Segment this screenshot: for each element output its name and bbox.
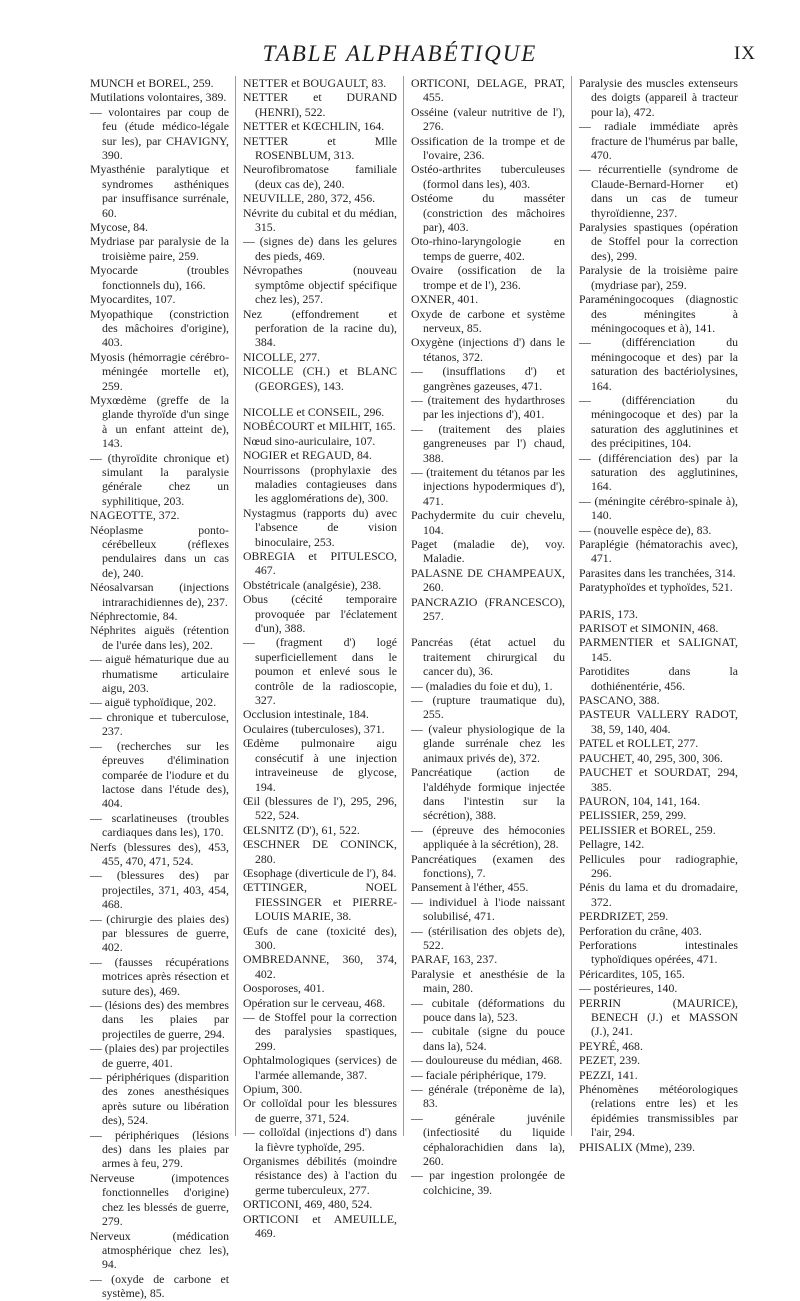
index-entry: PARAF, 163, 237. xyxy=(411,952,498,967)
index-entry: Œufs de cane (toxicité des), 300. xyxy=(243,923,397,952)
index-entry: NEUVILLE, 280, 372, 456. xyxy=(243,191,376,206)
index-entry: — (nouvelle espèce de), 83. xyxy=(579,522,712,537)
index-entry: ŒTTINGER, NOEL FIESSINGER et PIERRE-LOUIS MARIE, 38. xyxy=(243,880,397,924)
index-entry: — de Stoffel pour la correction des paralysies spastiques, 299. xyxy=(243,1010,397,1053)
index-entry: — douloureuse du médian, 468. xyxy=(411,1053,563,1068)
index-entry: Osséine (valeur nutritive de l'), 276. xyxy=(411,104,565,134)
index-entry: — générale (tréponème de la), 83. xyxy=(411,1082,565,1111)
index-entry: Ostéo-arthrites tuberculeuses (formol dans les), 403. xyxy=(411,162,565,191)
page-title: TABLE ALPHABÉTIQUE xyxy=(262,41,538,66)
index-entry: Pellagre, 142. xyxy=(579,837,645,852)
index-entry: Oculaires (tuberculoses), 371. xyxy=(243,721,385,736)
index-entry: — radiale immédiate après fracture de l'humérus par balle, 470. xyxy=(579,119,738,163)
index-entry: OBREGIA et PITULESCO, 467. xyxy=(243,549,397,578)
index-entry: Perforation du crâne, 403. xyxy=(579,923,702,938)
index-entry: Oosporoses, 401. xyxy=(243,981,325,996)
index-entry: PASTEUR VALLERY RADOT, 38, 59, 140, 404. xyxy=(579,707,738,736)
index-entry: Nez (effondrement et perforation de la racine du), 384. xyxy=(243,306,397,350)
index-entry: — par ingestion prolongée de colchicine, 39. xyxy=(411,1168,565,1197)
index-entry: — faciale périphérique, 179. xyxy=(411,1067,547,1082)
index-entry: — (plaies des) par projectiles de guerre, 401. xyxy=(90,1041,229,1070)
index-entry: OMBREDANNE, 360, 374, 402. xyxy=(243,952,397,981)
index-entry: NOGIER et REGAUD, 84. xyxy=(243,448,372,463)
index-column-1 xyxy=(90,76,235,1301)
index-entry: — (traitement du tétanos par les injections hypodermiques d'), 471. xyxy=(411,464,565,508)
index-entry: ORTICONI et AMEUILLE, 469. xyxy=(243,1211,397,1241)
index-entry: — colloïdal (injections d') dans la fièvre typhoïde, 295. xyxy=(243,1125,397,1154)
index-entry: PARIS, 173. xyxy=(579,606,638,621)
index-column-2 xyxy=(235,76,403,1241)
index-entry: — (chirurgie des plaies des) par blessures de guerre, 402. xyxy=(90,911,229,955)
index-entry: ŒLSNITZ (D'), 61, 522. xyxy=(243,822,360,837)
index-entry: Opium, 300. xyxy=(243,1082,303,1097)
index-entry: PANCRAZIO (FRANCESCO), 257. xyxy=(411,594,565,624)
index-entry: PEZET, 239. xyxy=(579,1053,641,1068)
index-entry: Organismes débilités (moindre résistance des) à l'action du germe tuberculeux, 277. xyxy=(243,1154,397,1197)
index-entry: — périphériques (disparition des zones anesthésiques après suture ou libération des), 524. xyxy=(90,1070,229,1128)
index-entry: — (oxyde de carbone et système), 85. xyxy=(90,1271,229,1301)
index-entry: PERDRIZET, 259. xyxy=(579,909,669,924)
index-entry: ORTICONI, DELAGE, PRAT, 455. xyxy=(411,76,565,105)
index-entry: — cubitale (déformations du pouce dans la), 523. xyxy=(411,995,565,1024)
index-entry: — scarlatineuses (troubles cardiaques dans les), 170. xyxy=(90,810,229,840)
index-entry: — périphériques (lésions des) dans les plaies par armes à feu, 279. xyxy=(90,1127,229,1171)
index-entry: NICOLLE et CONSEIL, 296. xyxy=(243,404,385,419)
index-entry: PELISSIER, 259, 299. xyxy=(579,808,687,823)
index-entry: — (épreuve des hémoconies appliquée à la sécrétion), 28. xyxy=(411,822,565,852)
index-entry: — (traitement des plaies gangreneuses par l') chaud, 388. xyxy=(411,421,565,465)
index-entry: Péricardites, 105, 165. xyxy=(579,966,685,981)
index-entry: Myocarde (troubles fonctionnels du), 166. xyxy=(90,263,229,292)
index-entry: PARMENTIER et SALIGNAT, 145. xyxy=(579,635,738,664)
index-entry: Mycose, 84. xyxy=(90,220,148,235)
index-entry: PASCANO, 388. xyxy=(579,693,660,708)
index-entry: — postérieures, 140. xyxy=(579,981,678,996)
index-entry: — (stérilisation des objets de), 522. xyxy=(411,923,565,952)
index-entry: ŒSCHNER DE CONINCK, 280. xyxy=(243,837,397,866)
index-entry: Paralysies spastiques (opération de Stoffel pour la correction des), 299. xyxy=(579,220,738,263)
index-entry: — (signes de) dans les gelures des pieds, 469. xyxy=(243,234,397,263)
index-entry: Mydriase par paralysie de la troisième paire, 259. xyxy=(90,234,229,263)
index-entry: Parasites dans les tranchées, 314. xyxy=(579,565,736,580)
index-entry: — volontaires par coup de feu (étude médico-légale sur les), par CHAVIGNY, 390. xyxy=(90,104,229,163)
index-entry: NETTER et DURAND (HENRI), 522. xyxy=(243,90,397,119)
index-entry: Paralysie et anesthésie de la main, 280. xyxy=(411,966,565,996)
index-entry: Obstétricale (analgésie), 238. xyxy=(243,577,382,592)
index-entry: Or colloïdal pour les blessures de guerre, 371, 524. xyxy=(243,1096,397,1125)
index-entry: Néoplasme ponto-cérébelleux (réflexes pendulaires dans un cas de), 240. xyxy=(90,522,229,580)
index-entry: — (lésions des) des membres dans les plaies par projectiles de guerre, 294. xyxy=(90,998,229,1041)
index-entry: Néosalvarsan (injections intrarachidiennes de), 237. xyxy=(90,580,229,609)
index-entry: — (maladies du foie et du), 1. xyxy=(411,678,553,693)
index-entry: PEYRÉ, 468. xyxy=(579,1038,643,1053)
index-entry: Pansement à l'éther, 455. xyxy=(411,880,529,895)
index-entry: Nerveux (médication atmosphérique chez les), 94. xyxy=(90,1228,229,1272)
index-entry: Nœud sino-auriculaire, 107. xyxy=(243,433,376,448)
index-entry: Oxyde de carbone et système nerveux, 85. xyxy=(411,306,565,335)
index-entry: MUNCH et BOREL, 259. xyxy=(90,76,214,90)
index-column-3 xyxy=(403,76,571,1197)
index-entry: Ostéome du masséter (constriction des mâchoires par), 403. xyxy=(411,191,565,235)
index-entry: — (différenciation du méningocoque et des) par la saturation des agglutinines et des précipitines, 104. xyxy=(579,392,738,451)
index-entry: Myocardites, 107. xyxy=(90,292,176,307)
index-entry: — (différenciation des) par la saturation des agglutinines, 164. xyxy=(579,450,738,494)
index-entry: Pénis du lama et du dromadaire, 372. xyxy=(579,880,738,909)
index-entry: NETTER et Mlle ROSENBLUM, 313. xyxy=(243,133,397,163)
index-entry: PATEL et ROLLET, 277. xyxy=(579,736,699,751)
index-entry: — (blessures des) par projectiles, 371, 403, 454, 468. xyxy=(90,868,229,912)
index-entry: Névrite du cubital et du médian, 315. xyxy=(243,205,397,235)
index-entry: Néphrites aiguës (rétention de l'urée dans les), 202. xyxy=(90,623,229,652)
index-entry: PAURON, 104, 141, 164. xyxy=(579,793,701,808)
index-entry: Myxœdème (greffe de la glande thyroïde d'un singe à un enfant atteint de), 143. xyxy=(90,392,229,451)
index-entry: Névropathes (nouveau symptôme objectif spécifique chez les), 257. xyxy=(243,263,397,307)
index-entry: Paget (maladie de), voy. Maladie. xyxy=(411,537,565,566)
index-entry: — (thyroïdite chronique et) simulant la paralysie générale chez un syphilitique, 203. xyxy=(90,450,229,508)
index-entry: NETTER et BOUGAULT, 83. xyxy=(243,76,387,90)
index-entry: — (fausses récupérations motrices après résection et suture des), 469. xyxy=(90,954,229,998)
index-entry: — (insufflations d') et gangrènes gazeuses, 471. xyxy=(411,364,565,393)
index-entry: Paraméningocoques (diagnostic des méningites à méningocoques et à), 141. xyxy=(579,292,738,335)
index-entry: Parotidites dans la dothiénentérie, 456. xyxy=(579,664,738,693)
index-entry: PERRIN (MAURICE), BENECH (J.) et MASSON (J.), 241. xyxy=(579,995,738,1039)
index-entry: PELISSIER et BOREL, 259. xyxy=(579,822,716,837)
page-header xyxy=(0,41,800,75)
index-entry: Nourrissons (prophylaxie des maladies contagieuses dans les agglomérations de), 300. xyxy=(243,462,397,506)
index-entry: Oto-rhino-laryngologie en temps de guerre, 402. xyxy=(411,234,565,263)
index-entry: NICOLLE, 277. xyxy=(243,349,320,364)
index-entry: Nerfs (blessures des), 453, 455, 470, 471, 524. xyxy=(90,839,229,868)
index-entry: — (fragment d') logé superficiellement dans le poumon et enlevé sous le contrôle de la radioscopie, 327. xyxy=(243,635,397,708)
index-entry: Ophtalmologiques (services) de l'armée allemande, 387. xyxy=(243,1053,397,1082)
index-entry: — (valeur physiologique de la glande surrénale chez les animaux privés de), 372. xyxy=(411,721,565,765)
index-entry: — (différenciation du méningocoque et des) par la saturation des bactériolysines, 164. xyxy=(579,335,738,393)
index-entry: PAUCHET et SOURDAT, 294, 385. xyxy=(579,765,738,794)
index-entry: Œsophage (diverticule de l'), 84. xyxy=(243,865,397,880)
index-entry: — (rupture traumatique du), 255. xyxy=(411,693,565,722)
index-entry: — (traitement des hydarthroses par les injections d'), 401. xyxy=(411,392,565,422)
index-entry: Mutilations volontaires, 389. xyxy=(90,90,227,105)
index-entry: Perforations intestinales typhoïdiques opérées, 471. xyxy=(579,937,738,967)
index-entry: Phénomènes météorologiques (relations entre les) et les épidémies transmissibles par l'air, 294. xyxy=(579,1082,738,1140)
index-entry: Nystagmus (rapports du) avec l'absence de vision binoculaire, 253. xyxy=(243,505,397,549)
index-entry: NETTER et KŒCHLIN, 164. xyxy=(243,119,385,134)
index-entry: PHISALIX (Mme), 239. xyxy=(579,1139,695,1154)
index-entry: PARISOT et SIMONIN, 468. xyxy=(579,621,719,636)
index-entry: Œil (blessures de l'), 295, 296, 522, 524. xyxy=(243,793,397,823)
index-entry: NOBÉCOURT et MILHIT, 165. xyxy=(243,419,396,434)
index-entry: — cubitale (signe du pouce dans la), 524. xyxy=(411,1024,565,1053)
index-entry: Ovaire (ossification de la trompe et de l'), 236. xyxy=(411,263,565,292)
index-entry: Obus (cécité temporaire provoquée par l'éclatement d'un), 388. xyxy=(243,592,397,636)
index-entry: — chronique et tuberculose, 237. xyxy=(90,709,229,739)
index-entry: Paralysie des muscles extenseurs des doigts (appareil à tracteur pour la), 472. xyxy=(579,76,738,119)
index-entry: — individuel à l'iode naissant solubilisé, 471. xyxy=(411,894,565,924)
index-entry: NICOLLE (CH.) et BLANC (GEORGES), 143. xyxy=(243,364,397,393)
index-entry: Neurofibromatose familiale (deux cas de), 240. xyxy=(243,162,397,191)
index-entry: Pancréatique (action de l'aldéhyde formique injectée dans l'intestin sur la sécrétion), 388. xyxy=(411,765,565,823)
index-entry: — récurrentielle (syndrome de Claude-Bernard-Horner et) dans un cas de tumeur thyroïdienne, 237. xyxy=(579,162,738,220)
index-entry: Paralysie de la troisième paire (mydriase par), 259. xyxy=(579,263,738,292)
index-entry: Paraplégie (hématorachis avec), 471. xyxy=(579,537,738,566)
index-entry: OXNER, 401. xyxy=(411,292,479,307)
index-entry: Œdème pulmonaire aigu consécutif à une injection intraveineuse de glycose, 194. xyxy=(243,736,397,794)
index-entry: Pellicules pour radiographie, 296. xyxy=(579,851,738,880)
index-entry: PALASNE DE CHAMPEAUX, 260. xyxy=(411,565,565,595)
index-entry: Myasthénie paralytique et syndromes asthéniques par insuffisance surrénale, 60. xyxy=(90,162,229,220)
index-entry: ORTICONI, 469, 480, 524. xyxy=(243,1197,373,1212)
index-entry: Myosis (hémorragie cérébro-méningée mortelle et), 259. xyxy=(90,349,229,393)
index-columns xyxy=(90,76,738,1301)
index-entry: — aiguë typhoïdique, 202. xyxy=(90,695,217,710)
index-entry: Néphrectomie, 84. xyxy=(90,609,178,624)
index-entry: NAGEOTTE, 372. xyxy=(90,508,180,523)
index-entry: Pachydermite du cuir chevelu, 104. xyxy=(411,508,565,537)
index-column-4 xyxy=(571,76,738,1154)
index-entry: PAUCHET, 40, 295, 300, 306. xyxy=(579,750,723,765)
index-entry: Myopathique (constriction des mâchoires d'origine), 403. xyxy=(90,306,229,350)
index-entry: Pancréatiques (examen des fonctions), 7. xyxy=(411,851,565,880)
page-number: IX xyxy=(733,43,756,64)
index-entry: Ossification de la trompe et de l'ovaire, 236. xyxy=(411,133,565,163)
index-entry: Paratyphoïdes et typhoïdes, 521. xyxy=(579,580,733,595)
index-entry: — générale juvénile (infectiosité du liquide céphalorachidien dans la), 260. xyxy=(411,1110,565,1169)
index-entry: — (recherches sur les épreuves d'élimination comparée de l'iodure et du lactose dans l'étude des), 404. xyxy=(90,738,229,811)
index-entry: Pancréas (état actuel du traitement chirurgical du cancer du), 36. xyxy=(411,635,565,679)
index-entry: Occlusion intestinale, 184. xyxy=(243,707,369,722)
index-entry: — (méningite cérébro-spinale à), 140. xyxy=(579,493,738,523)
index-entry: Opération sur le cerveau, 468. xyxy=(243,995,386,1010)
index-entry: — aiguë hématurique due au rhumatisme articulaire aigu, 203. xyxy=(90,652,229,696)
index-entry: PEZZI, 141. xyxy=(579,1067,638,1082)
index-entry: Oxygène (injections d') dans le tétanos, 372. xyxy=(411,335,565,364)
index-entry: Nerveuse (impotences fonctionnelles d'origine) chez les blessés de guerre, 279. xyxy=(90,1170,229,1229)
